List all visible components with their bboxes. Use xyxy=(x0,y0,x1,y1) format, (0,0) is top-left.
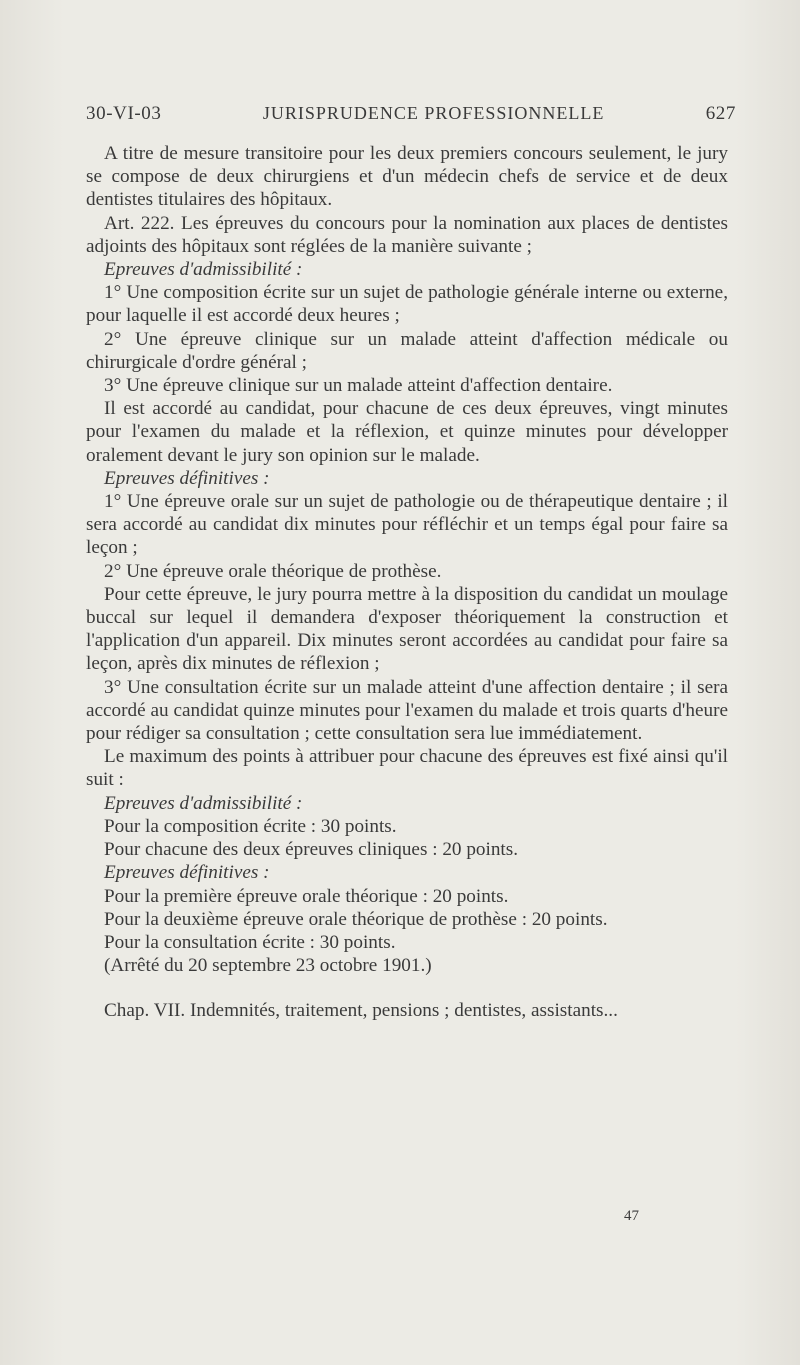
header-page-number: 627 xyxy=(705,103,736,124)
points-first-oral: Pour la première épreuve orale théorique : 20 points. xyxy=(104,885,509,907)
points-consultation: Pour la consultation écrite : 30 points. xyxy=(104,931,396,953)
item-oral-pathology: 1° Une épreuve orale sur un sujet de pathologie ou de thérapeutique dentaire ; il sera accordé au candidat dix minutes pour réfléchir et un temps égal pour faire sa leçon ; xyxy=(86,491,728,559)
points-second-oral: Pour la deuxième épreuve orale théorique de prothèse : 20 points. xyxy=(104,908,608,930)
header-title: JURISPRUDENCE PROFESSIONNELLE xyxy=(262,103,605,123)
chapter-vii-title: Chap. VII. Indemnités, traitement, pensions ; dentistes, assistants... xyxy=(104,1000,618,1022)
decree-reference: (Arrêté du 20 septembre 23 octobre 1901.) xyxy=(104,955,432,977)
section-gap xyxy=(86,977,728,999)
item-oral-prosthesis: 2° Une épreuve orale théorique de prothèse. xyxy=(104,560,442,582)
heading-definitive: Epreuves définitives : xyxy=(104,467,270,489)
points-composition: Pour la composition écrite : 30 points. xyxy=(104,815,397,837)
signature-folio: 47 xyxy=(624,1208,639,1224)
paragraph-transitional-jury: A titre de mesure transitoire pour les deux premiers concours seulement, le jury se compose de deux chirurgiens et d'un médecin chefs de service et de deux dentistes titulaires des hôpitaux. xyxy=(86,143,728,211)
paragraph-article-222: Art. 222. Les épreuves du concours pour la nomination aux places de dentistes adjoints des hôpitaux sont réglées de la manière suivante ; xyxy=(86,212,728,257)
paragraph-time-allowed: Il est accordé au candidat, pour chacune de ces deux épreuves, vingt minutes pour l'examen du malade et la réflexion, et quinze minutes pour développer oralement devant le jury son opinion sur le malade. xyxy=(86,398,728,466)
item-written-composition: 1° Une composition écrite sur un sujet de pathologie générale interne ou externe, pour laquelle il est accordé deux heures ; xyxy=(86,282,728,327)
running-header xyxy=(86,103,736,125)
heading-admissibility: Epreuves d'admissibilité : xyxy=(104,259,303,281)
paragraph-prosthesis-details: Pour cette épreuve, le jury pourra mettre à la disposition du candidat un moulage buccal sur lequel il demandera d'exposer théoriquement la construction et l'application d'un appareil. Dix minutes seront accordées au candidat pour faire sa leçon, après dix minutes de réflexion ; xyxy=(86,583,728,675)
item-clinical-general: 2° Une épreuve clinique sur un malade atteint d'affection médicale ou chirurgicale d'ordre général ; xyxy=(86,328,728,373)
points-clinical: Pour chacune des deux épreuves cliniques : 20 points. xyxy=(104,839,519,861)
heading-admissibility-points: Epreuves d'admissibilité : xyxy=(104,792,303,814)
heading-definitive-points: Epreuves définitives : xyxy=(104,862,270,884)
item-clinical-dental: 3° Une épreuve clinique sur un malade atteint d'affection dentaire. xyxy=(104,375,613,397)
page-body xyxy=(86,142,728,1023)
item-written-consultation: 3° Une consultation écrite sur un malade atteint d'une affection dentaire ; il sera accordé au candidat quinze minutes pour l'examen du malade et trois quarts d'heure pour rédiger sa consultation ; cette consultation sera lue immédiatement. xyxy=(86,676,728,745)
header-date: 30-VI-03 xyxy=(86,103,162,124)
paragraph-maximum-points: Le maximum des points à attribuer pour chacune des épreuves est fixé ainsi qu'il suit : xyxy=(86,746,728,791)
